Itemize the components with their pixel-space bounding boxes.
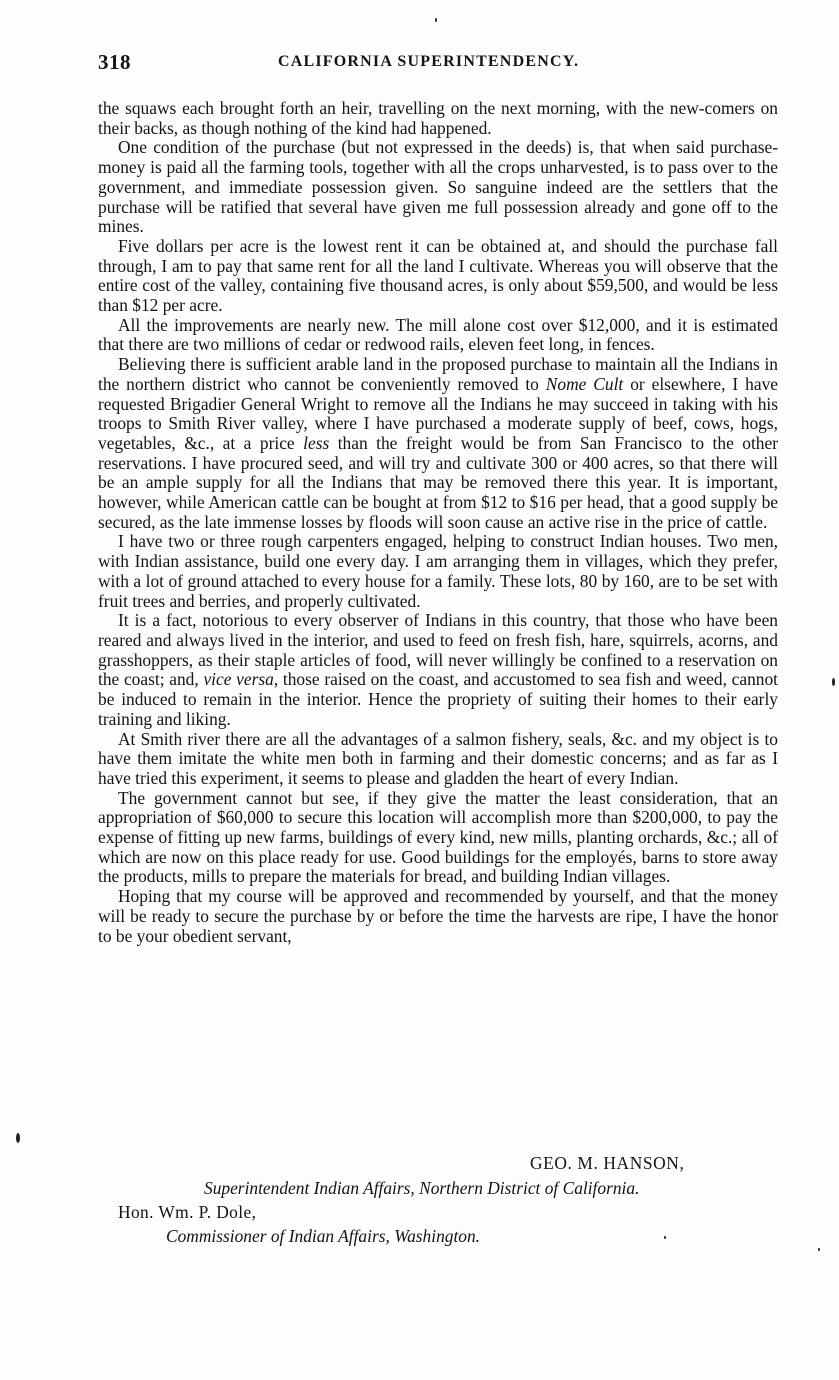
paragraph — [98, 99, 778, 138]
running-head — [98, 50, 778, 76]
text-run: I have two or three rough carpenters engaged, helping to construct Indian houses. Two men, with Indian assistance, build one every day. I am arranging them in villages, which they prefer, with a lot of ground attached to every house for a family. These lots, 80 by 160, are to be set with fruit trees and berries, and properly cultivated. — [98, 531, 778, 611]
text-run: the squaws each brought forth an heir, travelling on the next morning, with the new-comers on their backs, as though nothing of the kind had happened. — [98, 98, 778, 138]
text-run: Believing there is sufficient arable land in the proposed purchase to maintain all the Indians in the northern district who cannot be conveniently removed to — [98, 354, 778, 394]
italic-phrase: less — [303, 432, 330, 453]
text-run: The government cannot but see, if they give the matter the least consideration, that an appropriation of $60,000 to secure this location will accomplish more than $200,000, to pay the expense of fitting up new farms, buildings of every kind, new mills, planting orchards, &c.; all of which are now on this place ready for use. Good buildings for the employés, barns to store away the products, mills to prepare the materials for bread, and building Indian villages. — [98, 787, 778, 887]
text-run: Hoping that my course will be approved and recommended by yourself, and that the money will be ready to secure the purchase by or before the time the harvests are ripe, I have the honor to be your obedient servant, — [98, 886, 778, 946]
signatory-name: GEO. M. HANSON, — [530, 1153, 685, 1173]
signatory-title: Superintendent Indian Affairs, Northern District of California. — [204, 1178, 640, 1198]
paragraph — [98, 237, 778, 316]
paragraph — [98, 316, 778, 355]
text-run: One condition of the purchase (but not expressed in the deeds) is, that when said purchase-money is paid all the farming tools, together with all the crops unharvested, is to pass over to the government, and immediate possession given. So sanguine indeed are the settlers that the purchase will be ratified that several have given me full possession already and gone off to the mines. — [98, 137, 778, 237]
ink-speck — [435, 18, 437, 22]
text-run: Five dollars per acre is the lowest rent it can be obtained at, and should the purchase fall through, I am to pay that same rent for all the land I cultivate. Whereas you will observe that the entire cost of the valley, containing five thousand acres, is only about $59,500, and would be less than $12 per acre. — [98, 235, 778, 316]
paragraph — [98, 611, 778, 729]
text-run: or elsewhere, I have requested Brigadier General Wright to remove all the Indians he may succeed in taking with his troops to Smith River valley, where I have purchased a moderate supply of beef, cows, hogs, vegetables, &c., at a price — [98, 373, 778, 453]
italic-phrase: Nome Cult — [545, 373, 624, 394]
paragraph — [98, 138, 778, 237]
paragraph — [98, 789, 778, 888]
paragraph — [98, 730, 778, 789]
text-run: than the freight would be from San Francisco to the other reservations. I have procured seed, and will try and cultivate 300 or 400 acres, so that there will be an ample supply for all the Indians that may be removed there this year. It is important, however, while American cattle can be bought at from $12 to $16 per head, that a good supply be secured, as the late immense losses by floods will soon cause an active rise in the price of cattle. — [98, 432, 779, 532]
addressee-title: Commissioner of Indian Affairs, Washington. — [166, 1226, 481, 1246]
paragraph — [98, 355, 778, 532]
ink-speck — [832, 678, 835, 686]
italic-phrase: vice versa — [203, 669, 274, 690]
ink-speck — [16, 1133, 20, 1143]
addressee-name: Hon. Wm. P. Dole, — [118, 1202, 257, 1222]
body-text — [98, 99, 778, 946]
page-number: 318 — [98, 50, 131, 74]
text-run: All the improvements are nearly new. The mill alone cost over $12,000, and it is estimated that there are two millions of cedar or redwood rails, eleven feet long, in fences. — [98, 314, 778, 355]
paragraph — [98, 887, 778, 946]
ink-speck — [664, 1236, 666, 1239]
text-run: , those raised on the coast, and accustomed to sea fish and weed, cannot be induced to remain in the interior. Hence the propriety of suiting their homes to their early training and liking. — [98, 669, 779, 729]
text-run: At Smith river there are all the advantages of a salmon fishery, seals, &c. and my object is to have them imitate the white men both in farming and their domestic concerns; and as far as I have tried this experiment, it seems to please and gladden the heart of every Indian. — [98, 728, 778, 788]
running-title: CALIFORNIA SUPERINTENDENCY. — [278, 53, 580, 70]
paragraph — [98, 532, 778, 611]
ink-speck — [818, 1248, 820, 1251]
text-run: It is a fact, notorious to every observer of Indians in this country, that those who have been reared and always lived in the interior, and used to feed on fresh fish, hare, squirrels, acorns, and grasshoppers, as their staple articles of food, will never willingly be confined to a reservation on the coast; and, — [98, 610, 778, 690]
